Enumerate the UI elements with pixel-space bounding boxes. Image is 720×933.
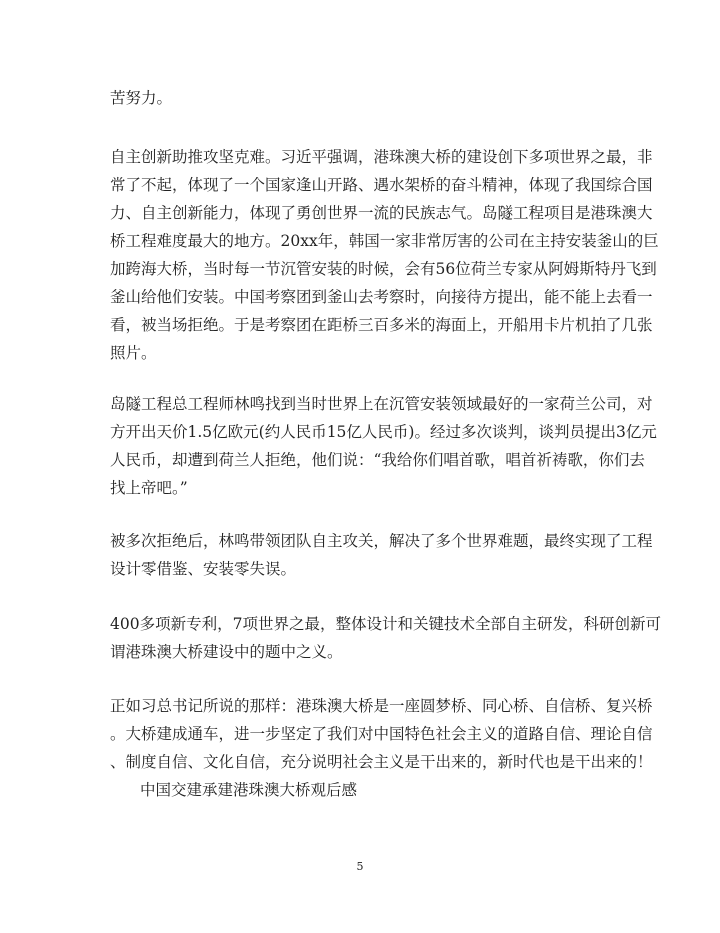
text-line: 力、自主创新能力，体现了勇创世界一流的民族志气。岛隧工程项目是港珠澳大 bbox=[110, 204, 653, 222]
text-line: 照片。 bbox=[110, 344, 157, 362]
text-line: 看，被当场拒绝。于是考察团在距桥三百多米的海面上，开船用卡片机拍了几张 bbox=[110, 316, 653, 334]
text-line: 正如习总书记所说的那样：港珠澳大桥是一座圆梦桥、同心桥、自信桥、复兴桥 bbox=[110, 697, 653, 715]
text-line: 。大桥建成通车，进一步坚定了我们对中国特色社会主义的道路自信、理论自信 bbox=[110, 725, 653, 743]
text-line: 岛隧工程总工程师林鸣找到当时世界上在沉管安装领域最好的一家荷兰公司，对 bbox=[110, 395, 653, 413]
text-line: 方开出天价1.5亿欧元(约人民币15亿人民币)。经过多次谈判，谈判员提出3亿元 bbox=[110, 423, 657, 441]
text-line: 桥工程难度最大的地方。20xx年，韩国一家非常厉害的公司在主持安装釜山的巨 bbox=[110, 232, 659, 250]
text-line: 、制度自信、文化自信，充分说明社会主义是干出来的，新时代也是干出来的！ bbox=[110, 753, 653, 771]
text-line: 400多项新专利，7项世界之最，整体设计和关键技术全部自主研发，科研创新可 bbox=[110, 615, 661, 633]
text-line: 自主创新助推攻坚克难。习近平强调，港珠澳大桥的建设创下多项世界之最，非 bbox=[110, 148, 653, 166]
page-number: 5 bbox=[356, 860, 364, 873]
text-line: 找上帝吧。” bbox=[110, 479, 188, 497]
text-line: 常了不起，体现了一个国家逢山开路、遇水架桥的奋斗精神，体现了我国综合国 bbox=[110, 176, 653, 194]
document-title-line: 中国交建承建港珠澳大桥观后感 bbox=[140, 781, 358, 799]
text-line: 釜山给他们安装。中国考察团到釜山去考察时，向接待方提出，能不能上去看一 bbox=[110, 288, 653, 306]
text-line: 人民币，却遭到荷兰人拒绝，他们说：“我给你们唱首歌，唱首祈祷歌，你们去 bbox=[110, 451, 645, 469]
text-line: 加跨海大桥，当时每一节沉管安装的时候，会有56位荷兰专家从阿姆斯特丹飞到 bbox=[110, 260, 657, 278]
text-line: 苦努力。 bbox=[110, 89, 173, 107]
text-line: 设计零借鉴、安装零失误。 bbox=[110, 560, 297, 578]
text-line: 被多次拒绝后，林鸣带领团队自主攻关，解决了多个世界难题，最终实现了工程 bbox=[110, 532, 653, 550]
text-line: 谓港珠澳大桥建设中的题中之义。 bbox=[110, 643, 343, 661]
